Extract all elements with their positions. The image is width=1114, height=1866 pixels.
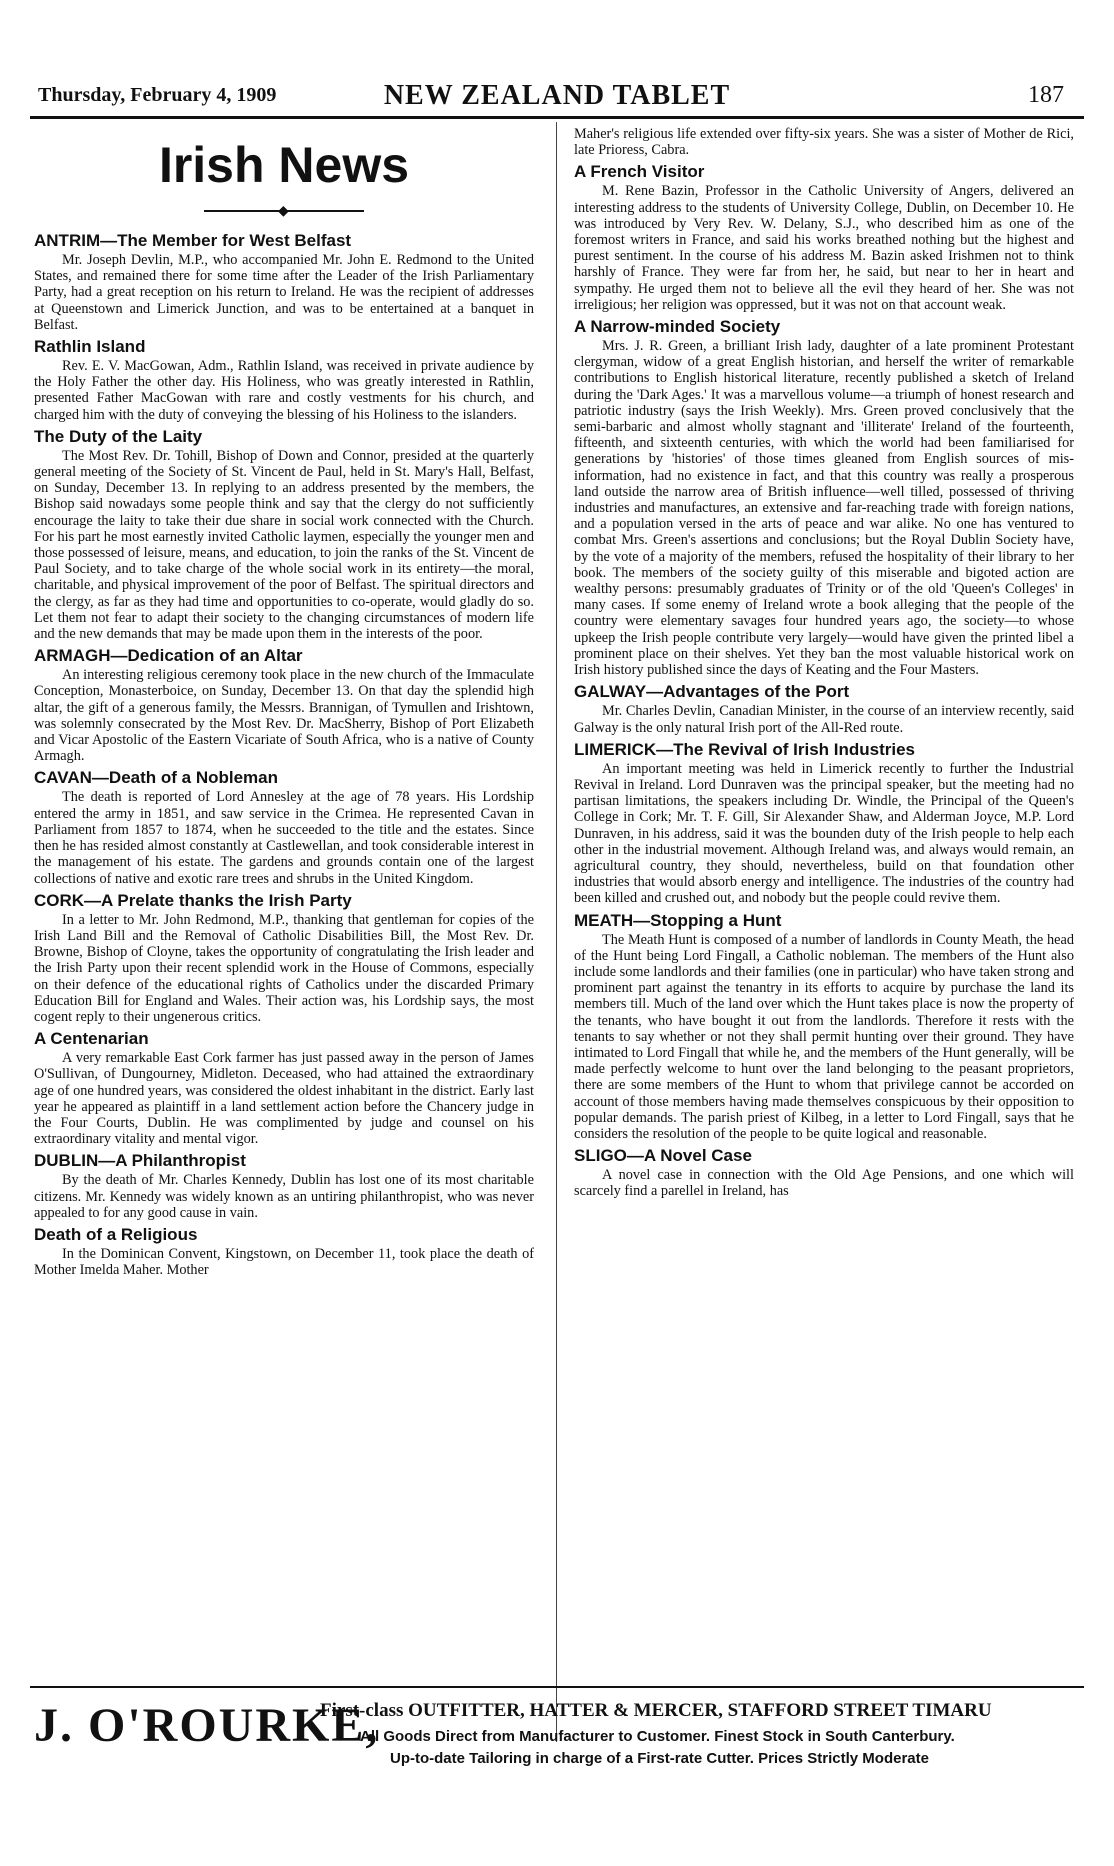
advertisement <box>30 1692 1084 1802</box>
publication-title: NEW ZEALAND TABLET <box>383 80 731 111</box>
article-heading: GALWAY—Advantages of the Port <box>574 682 850 702</box>
right-column <box>574 126 1074 1202</box>
article-heading: The Duty of the Laity <box>34 426 203 446</box>
article-heading: SLIGO—A Novel Case <box>574 1146 752 1166</box>
article-heading: CORK—A Prelate thanks the Irish Party <box>34 890 352 910</box>
column-divider <box>556 122 557 1742</box>
article-heading: A Centenarian <box>34 1029 149 1049</box>
article-heading: A French Visitor <box>574 162 705 182</box>
article-paragraph: The Meath Hunt is composed of a number of landlords in County Meath, the head of the Hunt being Lord Fingall, a Catholic nobleman. The members of the Hunt also include some landlords and their families (one in particular) who have taken strong and prominent part against the tenantry in its efforts to acquire by purchase the land its members till. Much of the land over which the Hunt takes place is now the property of the tenants, who have bought it out from the landlords. Therefore it rests with the tenants to say whether or not they shall permit hunting over their ground. They have intimated to Lord Fingall that while he, and the members of the Hunt generally, will be made perfectly welcome to hunt over the land belonging to the peasant proprietors, there are some members of the Hunt to whom that privilege cannot be accorded on account of those members having made themselves conspicuous by their opposition to popular demands. The parish priest of Kilbeg, in a letter to Lord Fingall, says that he considers the resolution of the people to be quite logical and reasonable. <box>574 931 1074 1142</box>
article-heading: MEATH—Stopping a Hunt <box>574 910 782 930</box>
article-paragraph: An interesting religious ceremony took place in the new church of the Immaculate Conception, Monasterboice, on Sunday, December 13. On that day the splendid high altar, the gift of a generous family, the Messrs. Brannigan, of Tymullen and Irishtown, was solemnly consecrated by the Most Rev. Dr. MacSherry, Bishop of Port Elizabeth and Vicar Apostolic of the Eastern Vicariate of South Africa, who is a native of County Armagh. <box>34 667 534 765</box>
advert-rule <box>30 1686 1084 1688</box>
advert-line-3: Up-to-date Tailoring in charge of a First-rate Cutter. Prices Strictly Moderate <box>390 1750 929 1767</box>
article-paragraph: A very remarkable East Cork farmer has just passed away in the person of James O'Sullivan, of Dungourney, Midleton. Deceased, who had attained the extraordinary age of one hundred years, was considered the oldest inhabitant in the district. Early last year he appeared as plaintiff in a land settlement action before the Chancery judge in the Four Courts, Dublin. He was complimented by judge and counsel on his extraordinary vitality and mental vigor. <box>34 1050 534 1148</box>
article-heading: ARMAGH—Dedication of an Altar <box>34 646 303 666</box>
newspaper-page <box>30 78 1084 1858</box>
article-paragraph: In a letter to Mr. John Redmond, M.P., thanking that gentleman for copies of the Irish Land Bill and the Removal of Catholic Disabilities Bill, the Most Rev. Dr. Browne, Bishop of Cloyne, takes the opportunity of congratulating the Irish leader and the Irish Party upon their recent splendid work in the House of Commons, especially on their defence of the educational rights of Catholics under the discarded Primary Education Bill for England and Wales. Their action was, his Lordship says, the most cogent reply to their ungenerous critics. <box>34 911 534 1025</box>
title-ornament: ◆ <box>204 204 364 218</box>
advert-line-2: All Goods Direct from Manufacturer to Customer. Finest Stock in South Canterbury. <box>360 1728 955 1745</box>
article-paragraph: Rev. E. V. MacGowan, Adm., Rathlin Island, was received in private audience by the Holy Father the other day. His Holiness, who was greatly interested in Rathlin, presented Father MacGowan with rare and costly vestments for his church, and charged him with the duty of conveying the blessing of his Holiness to the islanders. <box>34 358 534 423</box>
masthead-rule <box>30 116 1084 119</box>
issue-date: Thursday, February 4, 1909 <box>38 84 277 106</box>
article-heading: DUBLIN—A Philanthropist <box>34 1151 246 1171</box>
article-heading: LIMERICK—The Revival of Irish Industries <box>574 739 916 759</box>
article-paragraph: By the death of Mr. Charles Kennedy, Dublin has lost one of its most charitable citizens. Mr. Kennedy was widely known as an untiring philanthropist, who was never appealed to for any good cause in vain. <box>34 1172 534 1221</box>
article-heading: CAVAN—Death of a Nobleman <box>34 768 279 788</box>
advert-line-1: First-class OUTFITTER, HATTER & MERCER, STAFFORD STREET TIMARU <box>320 1700 992 1721</box>
article-paragraph: The death is reported of Lord Annesley at the age of 78 years. His Lordship entered the army in 1851, and saw service in the Crimea. He represented Cavan in Parliament from 1857 to 1874, when he succeeded to the title and the estates. Since then he has resided almost constantly at Castlewellan, and took considerable interest in the management of his estate. The gardens and grounds contain one of the largest collections of native and exotic rare trees and shrubs in the United Kingdom. <box>34 789 534 887</box>
article-paragraph: Maher's religious life extended over fifty-six years. She was a sister of Mother de Rici, late Prioress, Cabra. <box>574 126 1074 159</box>
article-heading: Death of a Religious <box>34 1224 198 1244</box>
article-paragraph: An important meeting was held in Limerick recently to further the Industrial Revival in Ireland. Lord Dunraven was the principal speaker, but the meeting had no partisan limitations, the speakers including Dr. Windle, the Principal of the Queen's College in Cork; Mr. T. F. Gill, Sir Alexander Shaw, and Alderman Joyce, M.P. Lord Dunraven, in his address, said it was the bounden duty of the Irish people to help each other in the industrial movement. Although Ireland was, and always would remain, an agricultural country, they should, nevertheless, build on that foundation other industries that would absorb energy and intelligence. The industries of the country had been killed and crushed out, and nobody but the people could revive them. <box>574 760 1074 907</box>
article-paragraph: A novel case in connection with the Old Age Pensions, and one which will scarcely find a parellel in Ireland, has <box>574 1167 1074 1200</box>
article-paragraph: Mrs. J. R. Green, a brilliant Irish lady, daughter of a late prominent Protestant clergyman, widow of a great English historian, and herself the writer of remarkable contributions to English historical literature, recently published a sketch of Ireland during the 'Dark Ages.' It was a marvellous volume—a triumph of honest research and patriotic industry (says the Irish Weekly). Mrs. Green proved conclusively that the semi-barbaric and almost wholly stagnant and 'illiterate' Ireland of the fourteenth, fifteenth, and sixteenth centuries, with which the world had been familiarised for generations by 'histories' of those times gleaned from English sources of mis-information, had no existence in fact, and that this country was really a prosperous land outside the narrow area of British influence—well tilled, possessed of thriving industries and manufactures, an extensive and far-reaching trade with foreign nations, and a population versed in the arts of peace and war alike. No one has ventured to combat Mrs. Green's assertions and conclusions; but the Royal Dublin Society have, by the vote of a majority of the members, refused the hospitality of their library to her book. The members of the society guilty of this miserable and bigoted action are wealthy persons: presumably graduates of Trinity or of the old 'Queen's Colleges' in many cases. If some enemy of Ireland wrote a book alleging that the people of the country were elementary savages four hundred years ago, the society—to whose upkeep the Irish people contribute very largely—would have given the printed libel a prominent place on their shelves. Yet they ban the most valuable historical work on Irish history published since the days of Keating and the Four Masters. <box>574 338 1074 679</box>
section-title: Irish News <box>158 137 410 193</box>
article-paragraph: The Most Rev. Dr. Tohill, Bishop of Down and Connor, presided at the quarterly general meeting of the Society of St. Vincent de Paul, held in St. Mary's Hall, Belfast, on Sunday, December 13. In replying to an address presented by the members, the Bishop said nowadays some people think and say that the clergy do not sufficiently encourage the laity to take their due share in social work connected with the Church. For his part he most earnestly invited Catholic laymen, especially the younger men and those possessed of leisure, means, and education, to join the ranks of the St. Vincent de Paul Society, and to take charge of the whole social work in its entirety—the moral, charitable, and physical improvement of the poor of Belfast. The spiritual directors and the clergy, as far as they had time and opportunities to co-operate, would gladly do so. Let them not fear to adapt their society to the changing circumstances of modern life and the new demands that may be made upon them in the interests of the poor. <box>34 447 534 643</box>
article-paragraph: Mr. Joseph Devlin, M.P., who accompanied Mr. John E. Redmond to the United States, and remained there for some time after the Leader of the Irish Parliamentary Party, had a great reception on his return to Ireland. He was the recipient of addresses at Queenstown and Limerick Junction, and was to be entertained at a banquet in Belfast. <box>34 252 534 333</box>
article-paragraph: In the Dominican Convent, Kingstown, on December 11, took place the death of Mother Imelda Maher. Mother <box>34 1245 534 1279</box>
left-column <box>34 126 534 1280</box>
masthead <box>30 78 1084 112</box>
article-heading: Rathlin Island <box>34 337 146 357</box>
article-paragraph: M. Rene Bazin, Professor in the Catholic University of Angers, delivered an interesting address to the students of University College, Dublin, on December 10. He was introduced by Very Rev. W. Delany, S.J., who described him as one of the foremost writers in France, and said his works breathed nothing but the highest and purest sentiment. In the course of his address M. Bazin asked Irishmen not to think harshly of France. They were far from her, he said, but near to her in heart and sympathy. He urged them not to believe all the evil they heard of her. She was not irreligious; her religion was oppressed, but it was not on that account weak. <box>574 183 1074 313</box>
article-paragraph: Mr. Charles Devlin, Canadian Minister, in the course of an interview recently, said Galway is the only natural Irish port of the All-Red route. <box>574 703 1074 736</box>
article-heading: ANTRIM—The Member for West Belfast <box>34 231 352 250</box>
page-number: 187 <box>1028 82 1064 108</box>
article-heading: A Narrow-minded Society <box>574 317 781 337</box>
advertiser-name: J. O'ROURKE, <box>34 1699 380 1752</box>
